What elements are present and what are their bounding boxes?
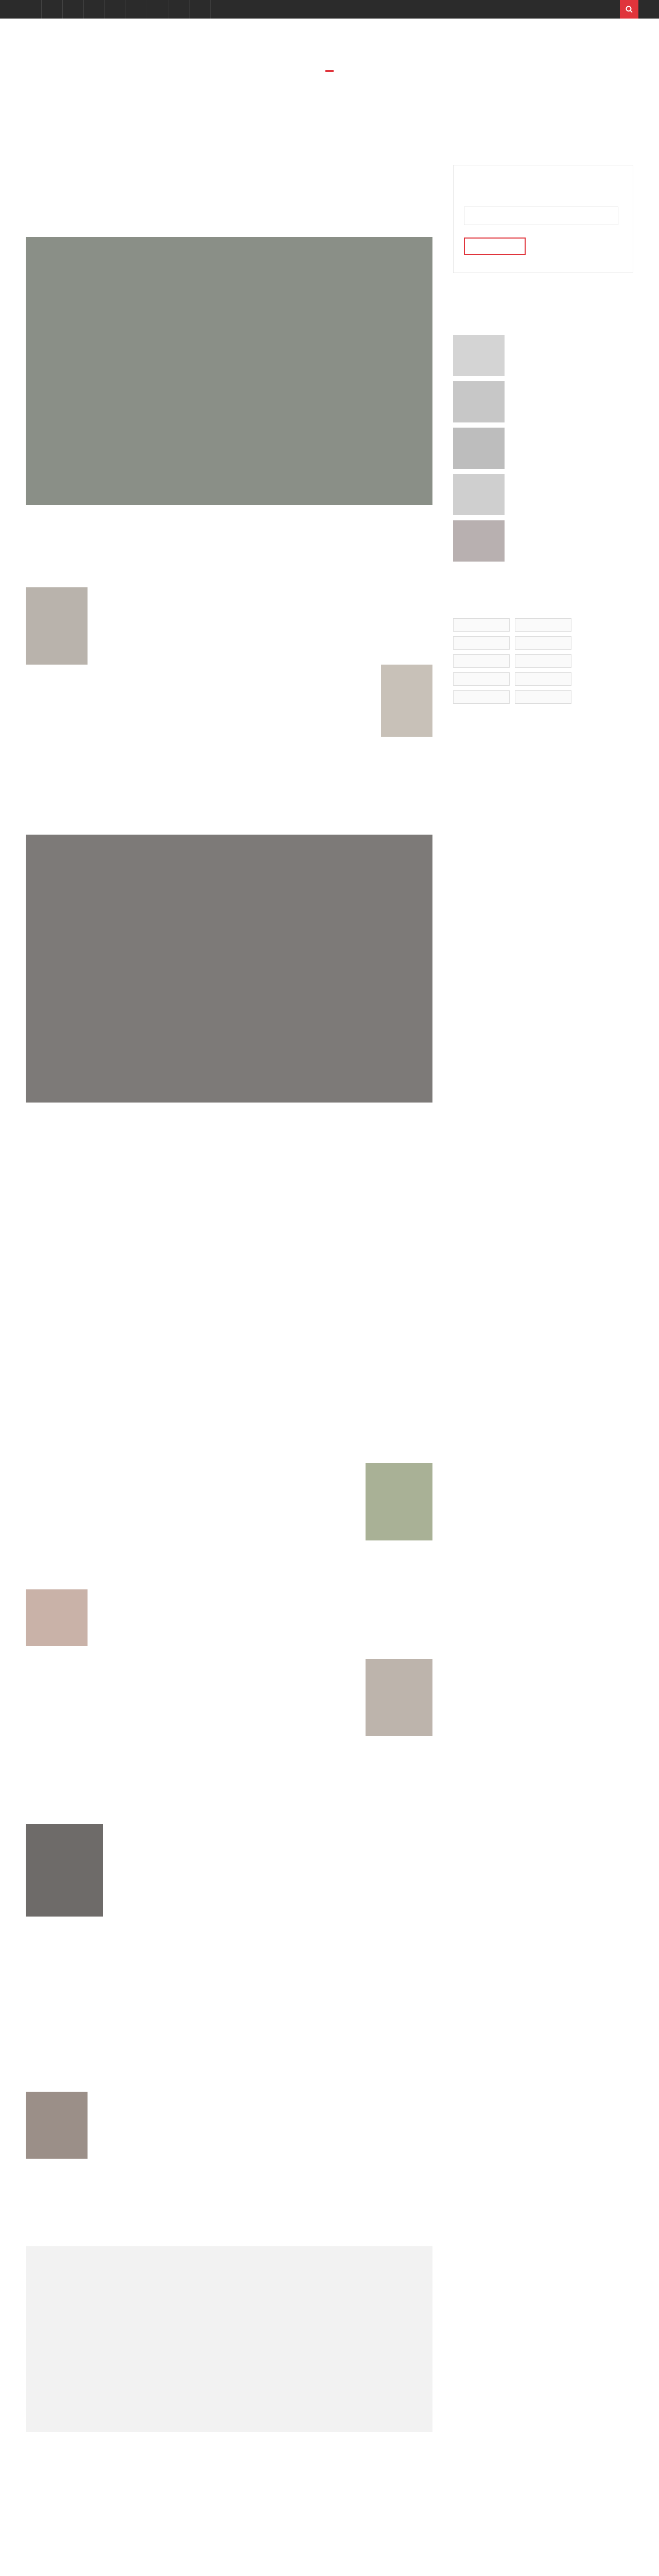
tag[interactable]: [515, 654, 571, 668]
popular-post-thumb[interactable]: [453, 520, 505, 562]
tag[interactable]: [515, 690, 571, 704]
search-icon: [626, 6, 633, 13]
popular-post-thumb[interactable]: [453, 474, 505, 515]
article-image: [26, 587, 88, 665]
article-image: [26, 835, 432, 1103]
site-logo[interactable]: [325, 65, 334, 75]
popular-post-thumb[interactable]: [453, 335, 505, 376]
nav-item[interactable]: [126, 0, 147, 19]
tag[interactable]: [515, 636, 571, 650]
portrait-image: [26, 1824, 103, 1917]
nav-item[interactable]: [168, 0, 189, 19]
logo-tagline: [325, 70, 334, 72]
portrait-image: [366, 1463, 432, 1540]
tag[interactable]: [453, 654, 510, 668]
tag[interactable]: [453, 618, 510, 632]
tag[interactable]: [515, 672, 571, 686]
nav-item[interactable]: [147, 0, 168, 19]
tag[interactable]: [453, 690, 510, 704]
popular-post-thumb[interactable]: [453, 381, 505, 422]
site-header: [0, 19, 659, 122]
nav-item[interactable]: [105, 0, 126, 19]
author-avatar: [26, 2092, 88, 2159]
article: [26, 175, 432, 184]
article-image: [381, 665, 432, 737]
tag[interactable]: [453, 636, 510, 650]
newsletter-email-input[interactable]: [464, 207, 618, 225]
nav-item[interactable]: [42, 0, 63, 19]
nav-item[interactable]: [189, 0, 211, 19]
newsletter-widget: [453, 165, 633, 273]
related-posts-box: [26, 2246, 432, 2432]
search-button[interactable]: [620, 0, 638, 19]
tag[interactable]: [453, 672, 510, 686]
newsletter-register-button[interactable]: [464, 238, 526, 255]
portrait-image: [26, 1589, 88, 1646]
nav-item[interactable]: [84, 0, 105, 19]
nav-item[interactable]: [63, 0, 84, 19]
hero-image: [26, 237, 432, 505]
popular-post-thumb[interactable]: [453, 428, 505, 469]
tag[interactable]: [515, 618, 571, 632]
portrait-image: [366, 1659, 432, 1736]
top-navigation: [0, 0, 659, 19]
nav-item[interactable]: [21, 0, 42, 19]
